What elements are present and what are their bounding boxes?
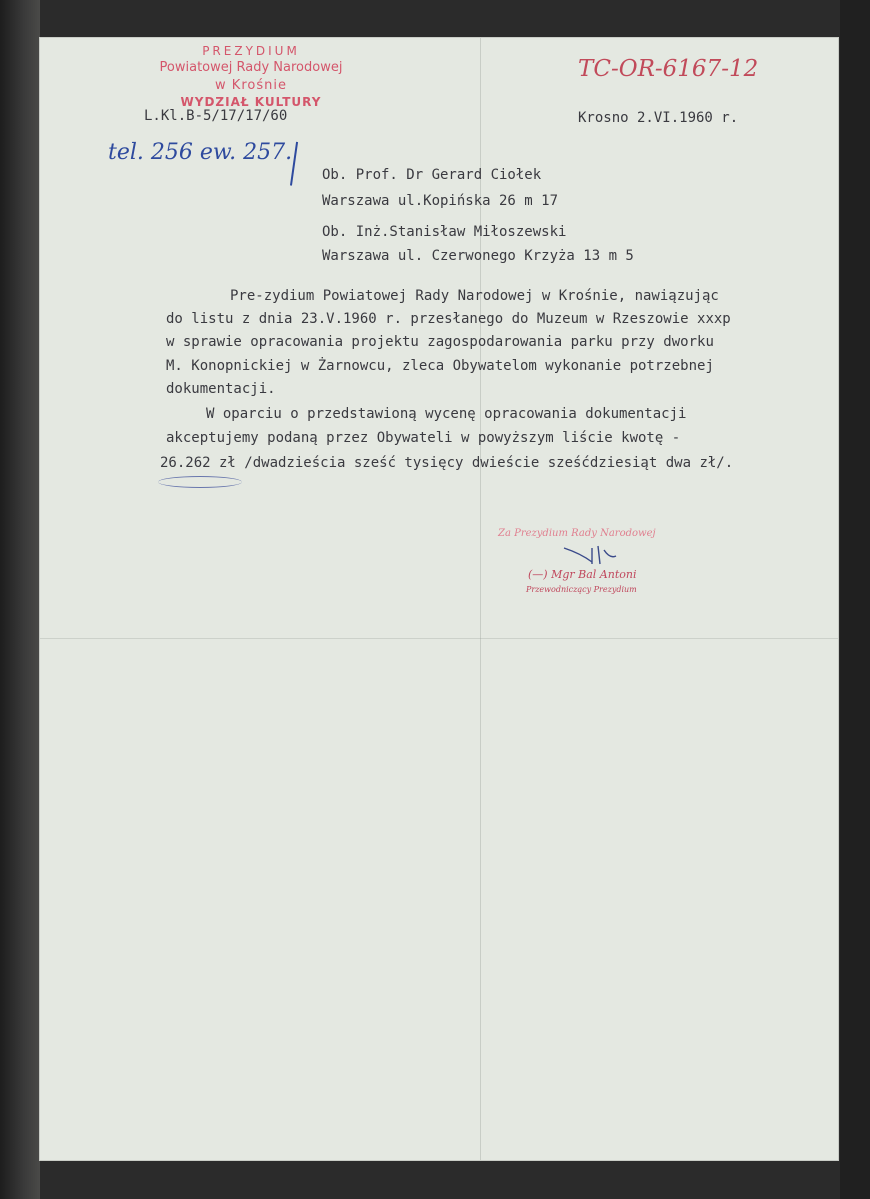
recipient-1-name: Ob. Prof. Dr Gerard Ciołek [322,167,542,183]
recipient-2-name: Ob. Inż.Stanisław Miłoszewski [322,224,567,240]
letter-page [40,38,838,1160]
signature-role: Przewodniczący Prezydium [526,585,637,594]
body-line-6: W oparciu o przedstawioną wycenę opracowania dokumentacji [206,406,687,422]
stamp-line-1: PREZYDIUM [202,44,300,58]
body-line-8: 26.262 zł /dwadzieścia sześć tysięcy dwieście sześćdziesiąt dwa zł/. [160,455,734,471]
body-line-2: do listu z dnia 23.V.1960 r. przesłanego do Muzeum w Rzeszowie xxxp [166,311,731,327]
reference-number: L.Kl.B-5/17/17/60 [144,108,288,124]
recipient-2-address: Warszawa ul. Czerwonego Krzyża 13 m 5 [322,248,634,264]
stamp-line-4: WYDZIAŁ KULTURY [180,95,322,109]
scan-right-edge [840,0,870,1199]
body-line-7: akceptujemy podaną przez Obywateli w powyższym liście kwotę - [166,430,681,446]
scan-left-edge [0,0,40,1199]
body-line-1: Pre-zydium Powiatowej Rady Narodowej w Krośnie, nawiązując [230,288,719,304]
place-date: Krosno 2.VI.1960 r. [578,110,739,126]
signature-prefix: Za Prezydium Rady Narodowej [498,528,656,539]
signature-scribble-icon [562,544,618,566]
office-stamp [146,44,356,109]
handwritten-underline [158,476,242,488]
body-line-4: M. Konopnickiej w Żarnowcu, zleca Obywatelom wykonanie potrzebnej [166,358,714,374]
recipient-1-address: Warszawa ul.Kopińska 26 m 17 [322,193,559,209]
signature-name: (—) Mgr Bal Antoni [528,568,637,581]
fold-line-horizontal [40,638,838,639]
body-line-5: dokumentacji. [166,381,276,397]
stamp-line-2: Powiatowej Rady Narodowej [159,60,343,75]
stamp-line-3: w Krośnie [215,78,287,93]
archive-number: TC-OR-6167-12 [578,56,759,82]
body-line-3: w sprawie opracowania projektu zagospodarowania parku przy dworku [166,334,714,350]
handwritten-phone: tel. 256 ew. 257. [108,140,293,165]
